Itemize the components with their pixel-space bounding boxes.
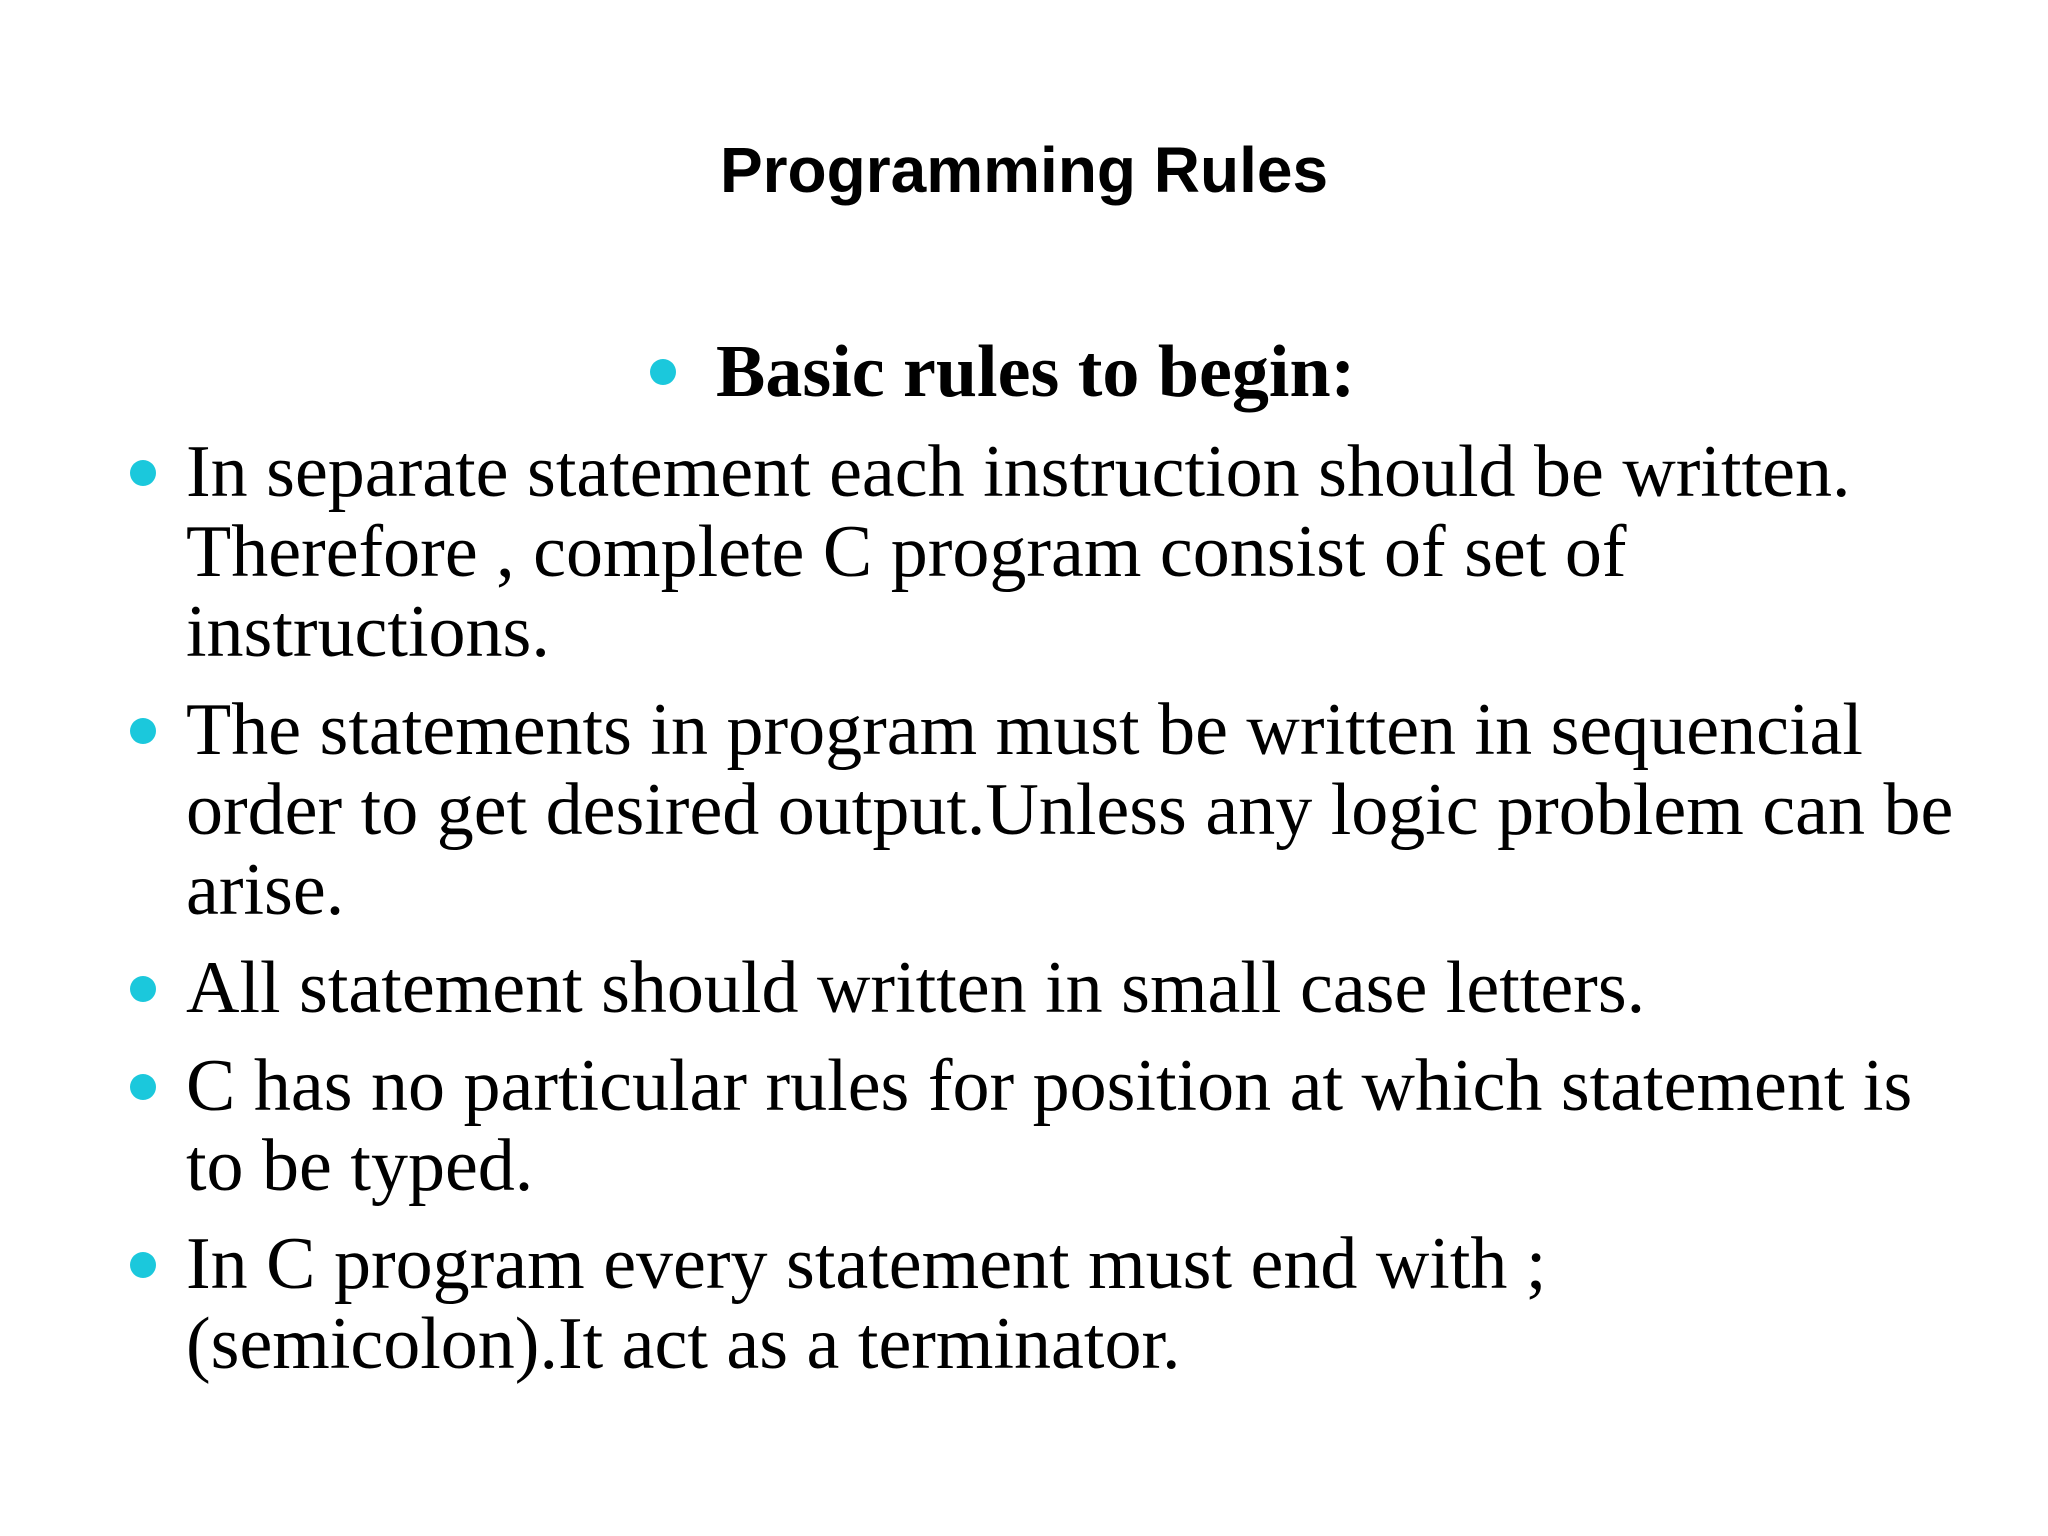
bullet-dot-icon — [130, 1074, 156, 1100]
bullet-dot-icon — [130, 718, 156, 744]
bullet-item — [130, 690, 1960, 930]
bullet-item — [130, 1046, 1960, 1206]
bullet-item — [130, 432, 1960, 672]
bullet-item — [130, 948, 1960, 1028]
bullet-dot-icon — [130, 460, 156, 486]
bullet-text: The statements in program must be written in sequencial order to get desired output.Unless any logic problem can be arise. — [186, 689, 1954, 931]
bullet-text: All statement should written in small case letters. — [186, 947, 1646, 1029]
subheading-text: Basic rules to begin: — [716, 331, 1356, 413]
bullet-dot-icon — [650, 359, 676, 385]
bullet-text: In C program every statement must end with ; (semicolon).It act as a terminator. — [186, 1223, 1547, 1385]
subheading — [650, 327, 1355, 417]
bullet-dot-icon — [130, 976, 156, 1002]
bullet-text: In separate statement each instruction should be written. Therefore , complete C program consist of set of instructions. — [186, 431, 1851, 673]
slide-title: Programming Rules — [719, 134, 1329, 206]
bullet-text: C has no particular rules for position at which statement is to be typed. — [186, 1045, 1913, 1207]
bullet-list — [130, 432, 1960, 1402]
bullet-item — [130, 1224, 1960, 1384]
bullet-dot-icon — [130, 1252, 156, 1278]
